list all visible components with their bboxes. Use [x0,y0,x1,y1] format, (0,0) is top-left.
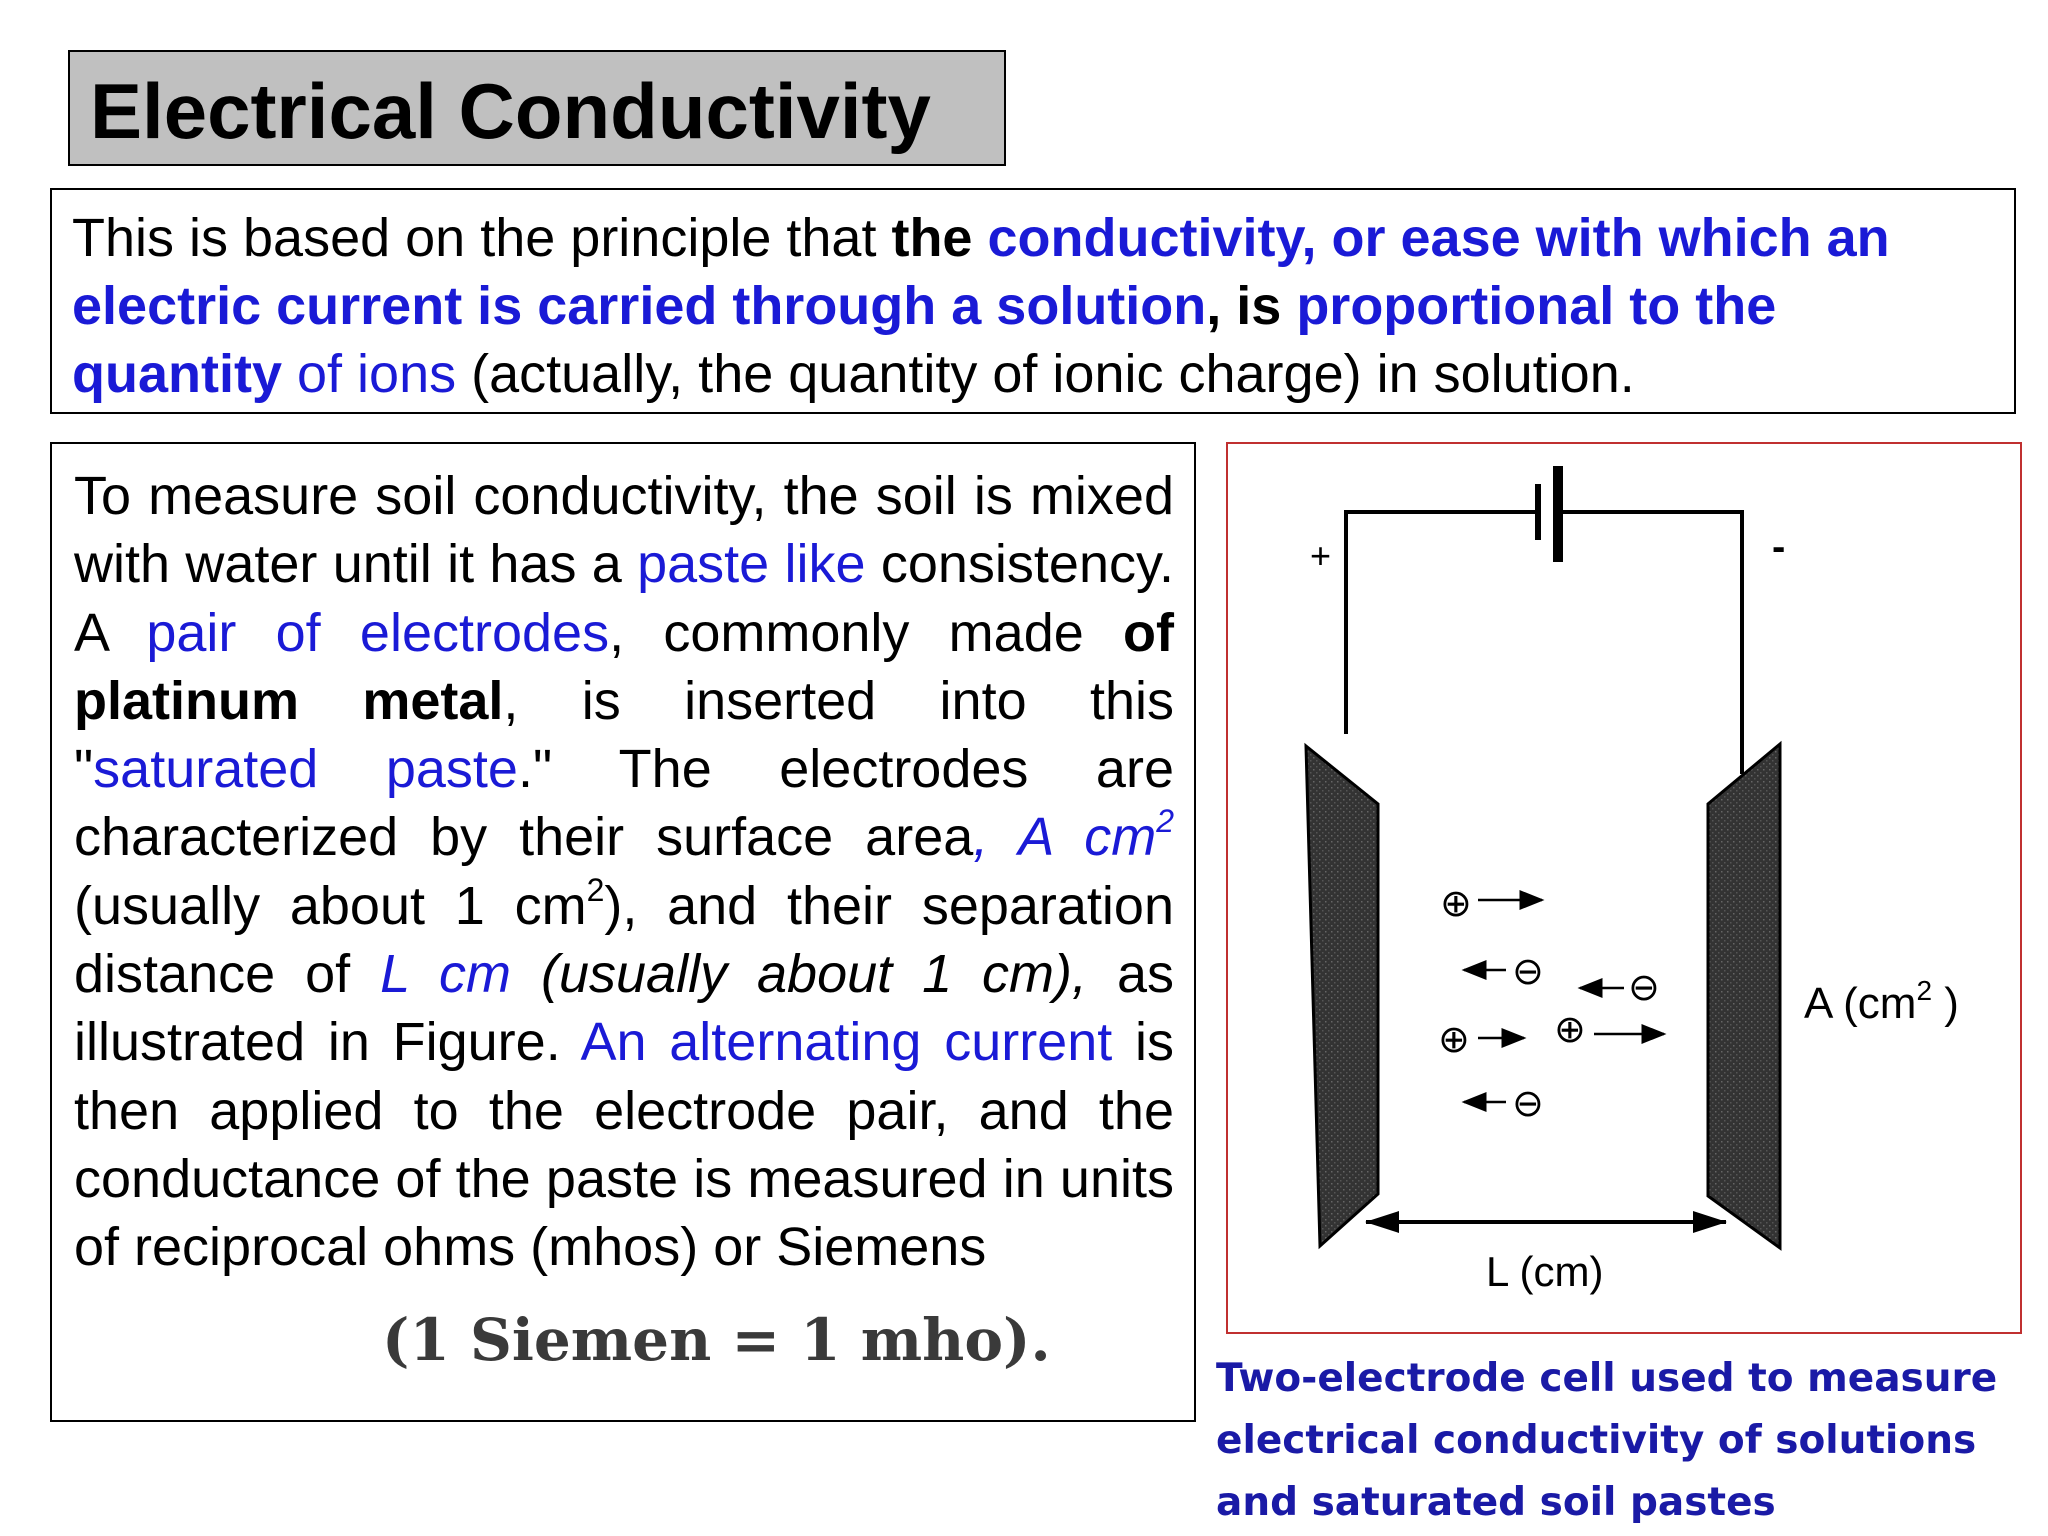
principle-text-2: the [891,208,988,268]
right-electrode [1708,744,1780,1248]
area-label-sup: 2 [1916,975,1933,1006]
principle-text-6: of ions [282,344,457,404]
measure-text-5: , commonly made [609,602,1124,663]
cation-icon: ⊕ [1440,881,1472,925]
measure-text-9: ." The electrodes are characterized by their surface area [74,739,1174,868]
principle-box [50,188,2016,414]
measure-text-7: , is inserted into this " [74,670,1174,800]
principle-text-3: conductivity, or ease with which an electric current is carried through a solution [72,208,1890,336]
measure-text-10: , A cm [973,807,1157,868]
anion-icon: ⊖ [1512,1081,1544,1125]
area-label [1804,975,1959,1028]
measure-text-15: as illustrated in Figure. [74,944,1175,1073]
measurement-box [50,442,1196,1422]
measure-text-1: To measure soil conductivity, the soil is mixed with water until it has a [74,466,1174,595]
area-label-close: ) [1932,979,1959,1028]
anion-icon: ⊖ [1512,949,1544,993]
plus-terminal-label: + [1310,535,1332,576]
measure-sup-2: 2 [586,871,605,908]
measure-text-8: saturated paste [93,739,518,800]
circuit-wire [1346,512,1742,774]
measure-sup-1: 2 [1156,803,1174,840]
page-title: Electrical Conductivity [90,67,931,155]
figure-caption: Two-electrode cell used to measure electrical conductivity of solutions and saturated soil pastes [1216,1356,1998,1525]
left-electrode [1306,746,1378,1246]
principle-text-4: , is [1206,276,1297,336]
measure-text-6: of platinum metal [74,602,1174,731]
measure-text-11: (usually about 1 cm [74,875,587,936]
measure-text-12: ), and their separation distance of [74,875,1174,1005]
anion-icon: ⊖ [1628,965,1660,1009]
measure-text-2: paste like [637,534,866,595]
measure-text-4: pair of electrodes [146,602,610,663]
figure-box [1226,442,2022,1334]
principle-text-7: (actually, the quantity of ionic charge) in solution. [456,344,1635,404]
minus-terminal-label: - [1772,525,1786,569]
principle-text-5: proportional to the quantity [72,276,1777,404]
measure-text-13: L cm [380,944,512,1005]
siemen-equation: (1 Siemen = 1 mho). [376,1300,1057,1376]
measure-text-14: (usually about 1 cm), [511,944,1088,1005]
principle-text-1: This is based on the principle that [72,208,892,268]
electrode-cell-diagram [1228,444,2024,1336]
length-label: L (cm) [1486,1248,1604,1295]
measure-text-17: is then applied to the electrode pair, and the conductance of the paste is measured in units of reciprocal ohms (mhos) or Siemens [74,1012,1175,1278]
title-box [68,50,1006,166]
battery-icon [1538,466,1558,562]
measurement-paragraph [74,462,1174,1282]
measure-text-16: An alternating current [580,1012,1113,1073]
area-label-text: A (cm [1804,979,1917,1028]
cation-icon: ⊕ [1554,1007,1586,1051]
cation-icon: ⊕ [1438,1017,1470,1061]
measure-text-3: consistency. A [74,534,1174,663]
